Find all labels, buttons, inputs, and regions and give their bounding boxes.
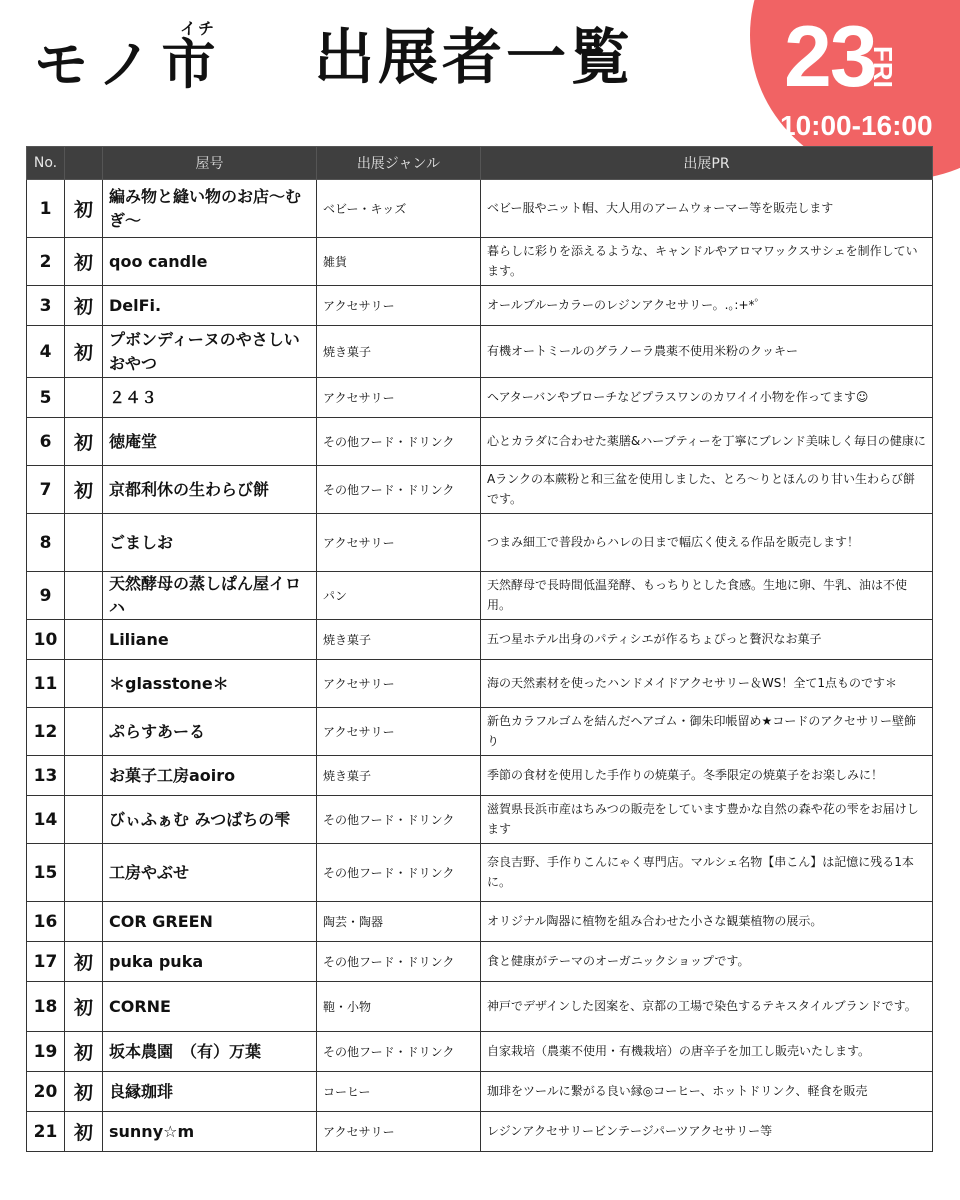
shop-name: 京都利休の生わらび餅 xyxy=(103,466,317,514)
pr-text: 季節の食材を使用した手作りの焼菓子。冬季限定の焼菓子をお楽しみに！ xyxy=(481,756,933,796)
genre: アクセサリー xyxy=(317,378,481,418)
table-row xyxy=(27,418,933,466)
table-row xyxy=(27,378,933,418)
row-number: 10 xyxy=(27,620,65,660)
first-time-badge: 初 xyxy=(65,466,103,514)
genre: 焼き菓子 xyxy=(317,620,481,660)
pr-text: レジンアクセサリービンテージパーツアクセサリー等 xyxy=(481,1112,933,1152)
pr-text: 滋賀県長浜市産はちみつの販売をしています豊かな自然の森や花の雫をお届けします xyxy=(481,796,933,844)
page-title: 出展者一覧 xyxy=(314,23,634,93)
row-number: 14 xyxy=(27,796,65,844)
table-row xyxy=(27,796,933,844)
pr-text: オールブルーカラーのレジンアクセサリー。.｡:+*゜ xyxy=(481,286,933,326)
first-time-badge: 初 xyxy=(65,418,103,466)
table-row xyxy=(27,660,933,708)
genre: 陶芸・陶器 xyxy=(317,902,481,942)
pr-text: 海の天然素材を使ったハンドメイドアクセサリー＆WS！全て1点ものです＊ xyxy=(481,660,933,708)
row-number: 4 xyxy=(27,326,65,378)
logo xyxy=(34,19,226,98)
shop-name: puka puka xyxy=(103,942,317,982)
first-time-badge xyxy=(65,660,103,708)
shop-name: Liliane xyxy=(103,620,317,660)
row-number: 6 xyxy=(27,418,65,466)
shop-name: 工房やぶせ xyxy=(103,844,317,902)
shop-name: 編み物と縫い物のお店〜むぎ〜 xyxy=(103,180,317,238)
pr-text: 奈良吉野、手作りこんにゃく専門店。マルシェ名物【串こん】は記憶に残る1本に。 xyxy=(481,844,933,902)
table-row xyxy=(27,1032,933,1072)
table-row xyxy=(27,286,933,326)
row-number: 17 xyxy=(27,942,65,982)
table-row xyxy=(27,238,933,286)
shop-name: ＊glasstone＊ xyxy=(103,660,317,708)
shop-name: プボンディーヌのやさしいおやつ xyxy=(103,326,317,378)
table-row xyxy=(27,466,933,514)
table-row xyxy=(27,1072,933,1112)
logo-ruby: イチ xyxy=(180,19,217,38)
table-row xyxy=(27,902,933,942)
genre: 鞄・小物 xyxy=(317,982,481,1032)
table-row xyxy=(27,844,933,902)
genre: その他フード・ドリンク xyxy=(317,466,481,514)
genre: アクセサリー xyxy=(317,1112,481,1152)
first-time-badge: 初 xyxy=(65,238,103,286)
col-header-first xyxy=(65,147,103,180)
row-number: 13 xyxy=(27,756,65,796)
shop-name: qoo candle xyxy=(103,238,317,286)
shop-name: ぷらすあーる xyxy=(103,708,317,756)
logo-text: モノ市 xyxy=(34,33,226,96)
first-time-badge xyxy=(65,902,103,942)
genre: コーヒー xyxy=(317,1072,481,1112)
table-row xyxy=(27,180,933,238)
row-number: 19 xyxy=(27,1032,65,1072)
shop-name: 良縁珈琲 xyxy=(103,1072,317,1112)
row-number: 20 xyxy=(27,1072,65,1112)
table-row xyxy=(27,514,933,572)
shop-name: 天然酵母の蒸しぱん屋イロハ xyxy=(103,572,317,620)
genre: アクセサリー xyxy=(317,286,481,326)
first-time-badge xyxy=(65,572,103,620)
table-row xyxy=(27,708,933,756)
shop-name: DelFi. xyxy=(103,286,317,326)
table-row xyxy=(27,572,933,620)
table-row xyxy=(27,326,933,378)
first-time-badge: 初 xyxy=(65,1032,103,1072)
table-row xyxy=(27,756,933,796)
shop-name: ２４３ xyxy=(103,378,317,418)
first-time-badge xyxy=(65,378,103,418)
pr-text: 珈琲をツールに繋がる良い縁◎コーヒー、ホットドリンク、軽食を販売 xyxy=(481,1072,933,1112)
first-time-badge: 初 xyxy=(65,982,103,1032)
pr-text: 心とカラダに合わせた薬膳&ハーブティーを丁寧にブレンド美味しく毎日の健康に xyxy=(481,418,933,466)
pr-text: 五つ星ホテル出身のパティシエが作るちょぴっと贅沢なお菓子 xyxy=(481,620,933,660)
shop-name: sunny☆m xyxy=(103,1112,317,1152)
exhibitor-table xyxy=(26,146,933,1152)
pr-text: 新色カラフルゴムを結んだヘアゴム・御朱印帳留め★コードのアクセサリー壁飾り xyxy=(481,708,933,756)
first-time-badge: 初 xyxy=(65,1112,103,1152)
row-number: 11 xyxy=(27,660,65,708)
row-number: 16 xyxy=(27,902,65,942)
genre: その他フード・ドリンク xyxy=(317,796,481,844)
shop-name: COR GREEN xyxy=(103,902,317,942)
pr-text: オリジナル陶器に植物を組み合わせた小さな観葉植物の展示。 xyxy=(481,902,933,942)
pr-text: 食と健康がテーマのオーガニックショップです。 xyxy=(481,942,933,982)
row-number: 5 xyxy=(27,378,65,418)
genre: その他フード・ドリンク xyxy=(317,418,481,466)
first-time-badge: 初 xyxy=(65,942,103,982)
table-row xyxy=(27,982,933,1032)
genre: アクセサリー xyxy=(317,660,481,708)
col-header-pr: 出展PR xyxy=(481,147,933,180)
shop-name: ごましお xyxy=(103,514,317,572)
col-header-no: No. xyxy=(27,147,65,180)
row-number: 18 xyxy=(27,982,65,1032)
shop-name: お菓子工房aoiro xyxy=(103,756,317,796)
col-header-name: 屋号 xyxy=(103,147,317,180)
pr-text: ヘアターバンやブローチなどプラスワンのカワイイ小物を作ってます☺ xyxy=(481,378,933,418)
genre: その他フード・ドリンク xyxy=(317,1032,481,1072)
first-time-badge: 初 xyxy=(65,286,103,326)
genre: 雑貨 xyxy=(317,238,481,286)
genre: その他フード・ドリンク xyxy=(317,844,481,902)
shop-name: 坂本農園 （有）万葉 xyxy=(103,1032,317,1072)
pr-text: 有機オートミールのグラノーラ農薬不使用米粉のクッキー xyxy=(481,326,933,378)
row-number: 2 xyxy=(27,238,65,286)
pr-text: 天然酵母で長時間低温発酵、もっちりとした食感。生地に卵、牛乳、油は不使用。 xyxy=(481,572,933,620)
first-time-badge: 初 xyxy=(65,326,103,378)
date-day: 23 xyxy=(784,9,876,105)
first-time-badge xyxy=(65,514,103,572)
date-time: 10:00-16:00 xyxy=(780,110,933,141)
pr-text: 神戸でデザインした図案を、京都の工場で染色するテキスタイルブランドです。 xyxy=(481,982,933,1032)
genre: 焼き菓子 xyxy=(317,326,481,378)
table-body xyxy=(27,180,933,1152)
col-header-genre: 出展ジャンル xyxy=(317,147,481,180)
pr-text: 暮らしに彩りを添えるような、キャンドルやアロマワックスサシェを制作しています。 xyxy=(481,238,933,286)
genre: アクセサリー xyxy=(317,514,481,572)
first-time-badge: 初 xyxy=(65,1072,103,1112)
genre: その他フード・ドリンク xyxy=(317,942,481,982)
shop-name: 徳庵堂 xyxy=(103,418,317,466)
table-row xyxy=(27,620,933,660)
genre: 焼き菓子 xyxy=(317,756,481,796)
row-number: 1 xyxy=(27,180,65,238)
shop-name: びぃふぁむ みつばちの雫 xyxy=(103,796,317,844)
row-number: 3 xyxy=(27,286,65,326)
pr-text: Aランクの本蕨粉と和三盆を使用しました、とろ〜りとほんのり甘い生わらび餅です。 xyxy=(481,466,933,514)
first-time-badge xyxy=(65,708,103,756)
first-time-badge xyxy=(65,756,103,796)
pr-text: ベビー服やニット帽、大人用のアームウォーマー等を販売します xyxy=(481,180,933,238)
row-number: 12 xyxy=(27,708,65,756)
first-time-badge xyxy=(65,796,103,844)
genre: ベビー・キッズ xyxy=(317,180,481,238)
row-number: 7 xyxy=(27,466,65,514)
row-number: 21 xyxy=(27,1112,65,1152)
shop-name: CORNE xyxy=(103,982,317,1032)
genre: アクセサリー xyxy=(317,708,481,756)
table-header-row xyxy=(27,147,933,180)
row-number: 8 xyxy=(27,514,65,572)
table-row xyxy=(27,1112,933,1152)
date-weekday: FRI xyxy=(868,46,898,88)
first-time-badge xyxy=(65,620,103,660)
row-number: 9 xyxy=(27,572,65,620)
row-number: 15 xyxy=(27,844,65,902)
first-time-badge xyxy=(65,844,103,902)
first-time-badge: 初 xyxy=(65,180,103,238)
genre: パン xyxy=(317,572,481,620)
pr-text: 自家栽培（農薬不使用・有機栽培）の唐辛子を加工し販売いたします。 xyxy=(481,1032,933,1072)
pr-text: つまみ細工で普段からハレの日まで幅広く使える作品を販売します！ xyxy=(481,514,933,572)
table-row xyxy=(27,942,933,982)
